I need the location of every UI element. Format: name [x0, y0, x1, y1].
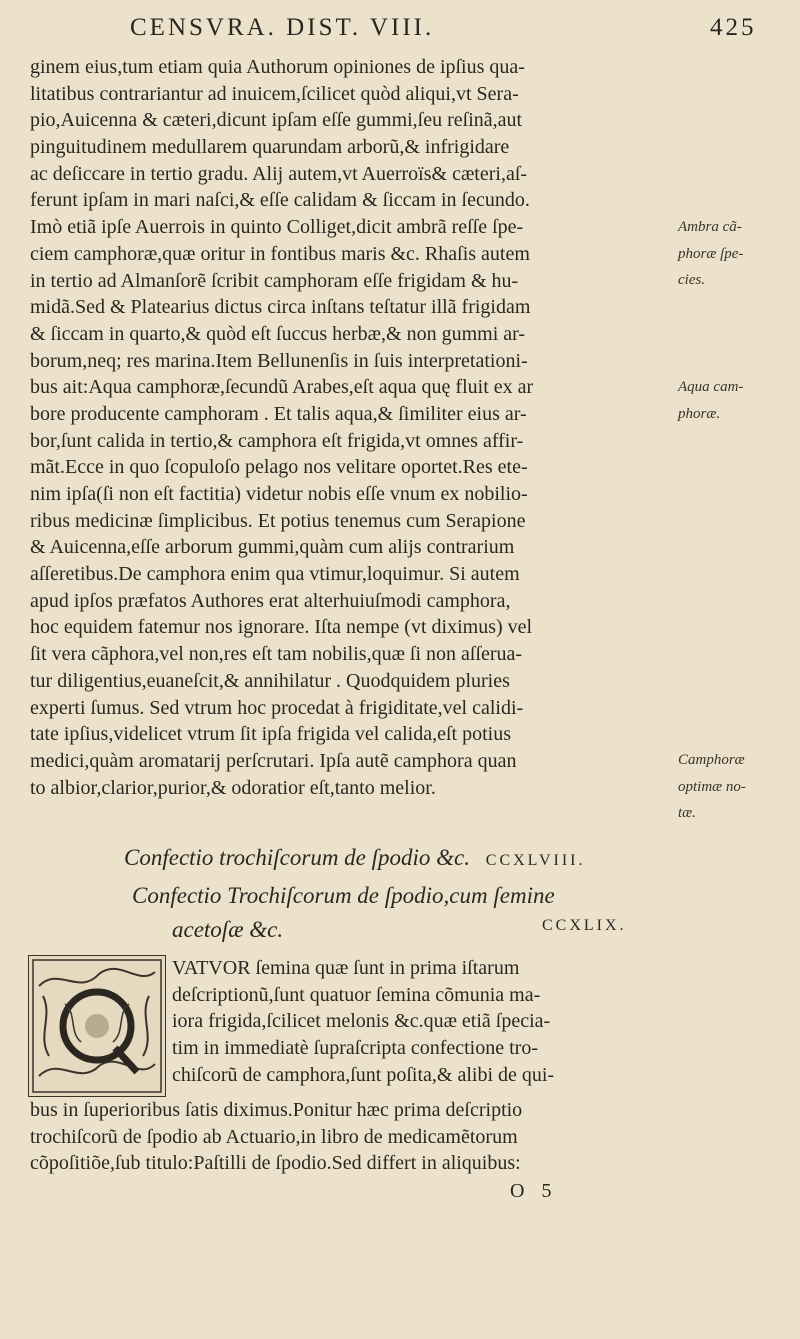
text-line: pinguitudinem medullarem quarundam arborũ,& infrigidare: [30, 136, 510, 159]
text-line: cõpoſitiõe,ſub titulo:Paſtilli de ſpodio.Sed differt in aliquibus:: [30, 1152, 521, 1175]
text-line: medici,quàm aromatarij perſcrutari. Ipſa autẽ camphora quan: [30, 749, 517, 772]
margin-note-line: Aqua cam-: [678, 379, 744, 395]
section-title-249-cont: [172, 917, 732, 943]
text-line: mãt.Ecce in quo ſcopuloſo pelago nos velitare oportet.Res ete-: [30, 456, 528, 479]
text-line: & ſiccam in quarto,& quòd eſt ſuccus herbæ,& non gummi ar-: [30, 322, 526, 345]
text-line: ferunt ipſam in mari naſci,& eſſe calidam & ſiccam in ſecundo.: [30, 189, 530, 212]
text-line: bus ait:Aqua camphoræ,ſecundũ Arabes,eſt aqua quę fluit ex ar: [30, 376, 534, 399]
text-line: hoc equidem fatemur nos ignorare. Iſta nempe (vt diximus) vel: [30, 616, 533, 639]
text-line: bus in ſuperioribus ſatis diximus.Ponitur hæc prima deſcriptio: [30, 1099, 523, 1121]
section-title-249: Confectio Trochiſcorum de ſpodio,cum ſemine: [132, 883, 555, 908]
text-line: apud ipſos præfatos Authores erat alterhuiuſmodi camphora,: [30, 589, 511, 612]
text-line: bor,ſunt calida in tertio,& camphora eſt frigida,vt omnes affir-: [30, 429, 524, 452]
text-line: ciem camphoræ,quæ oritur in fontibus maris &c. Rhaſis autem: [30, 242, 530, 265]
margin-note-line: optimæ no-: [678, 778, 746, 795]
text-line: aſſeretibus.De camphora enim qua vtimur,loquimur. Si autem: [30, 563, 520, 586]
page-header: [130, 14, 780, 44]
margin-note-line: Ambra cã-: [678, 219, 742, 235]
text-line: Imò etiã ipſe Auerrois in quinto Colliget,dicit ambrã reſſe ſpe-: [30, 216, 524, 239]
section-number: CCXLIX.: [542, 917, 627, 934]
text-line: chiſcorũ de camphora,ſunt poſita,& alibi de qui-: [172, 1063, 555, 1086]
text-line: VATVOR ſemina quæ ſunt in prima iſtarum: [172, 957, 520, 979]
text-line: tim in immediatè ſupraſcripta confectione tro-: [172, 1037, 538, 1060]
margin-note-ambra: [678, 214, 796, 294]
text-line: in tertio ad Almanſorẽ ſcribit camphoram eſſe frigidam & hu-: [30, 269, 519, 292]
margin-note-camphorae: [678, 747, 796, 827]
text-line: & Auicenna,eſſe arborum gummi,quàm cum alijs contrarium: [30, 536, 515, 559]
text-line: deſcriptionũ,ſunt quatuor ſemina cõmunia ma-: [172, 983, 541, 1006]
text-line: midã.Sed & Platearius dictus circa inſtans teſtatur illã frigidam: [30, 296, 531, 319]
main-text: [30, 54, 670, 801]
section-text: [172, 955, 672, 1088]
text-line: nim ipſa(ſi non eſt factitia) videtur nobis eſſe vnum ex nobilio-: [30, 483, 528, 505]
section-title-text: Confectio trochiſcorum de ſpodio &c.: [124, 845, 471, 870]
margin-note-line: tæ.: [678, 805, 696, 822]
ornament-icon: [29, 956, 165, 1096]
section-title-text: acetoſæ &c.: [172, 917, 284, 942]
margin-note-line: phoræ ſpe-: [678, 245, 744, 262]
margin-note-aqua: [678, 374, 796, 427]
margin-note-line: Camphoræ: [678, 752, 745, 768]
text-line: trochiſcorũ de ſpodio ab Actuario,in libro de medicamẽtorum: [30, 1125, 518, 1148]
text-line: ſit vera cãphora,vel non,res eſt tam nobilis,quæ ſi non aſſerua-: [30, 643, 523, 666]
text-line: iora frigida,ſcilicet melonis &c.quæ etiã ſpecia-: [172, 1010, 551, 1033]
text-line: litatibus contrariantur ad inuicem,ſcilicet quòd aliqui,vt Sera-: [30, 82, 519, 105]
running-title: CENSVRA. DIST. VIII.: [130, 14, 435, 41]
margin-note-line: cies.: [678, 272, 706, 289]
section-text-continued: [30, 1097, 670, 1177]
text-line: to albior,clarior,purior,& odoratior eſt,tanto melior.: [30, 776, 436, 799]
page-number: 425: [710, 14, 757, 41]
text-line: tur diligentius,euaneſcit,& annihilatur . Quodquidem pluries: [30, 669, 510, 692]
decorated-initial-q: [28, 955, 166, 1097]
text-line: ginem eius,tum etiam quia Authorum opiniones de ipſius qua-: [30, 56, 525, 78]
text-line: pio,Auicenna & cæteri,dicunt ipſam eſſe gummi,ſeu reſinã,aut: [30, 109, 523, 132]
text-line: ac deſiccare in tertio gradu. Alij autem,vt Auerroïs& cæteri,aſ-: [30, 162, 528, 185]
text-line: bore producente camphoram . Et talis aqua,& ſimiliter eius ar-: [30, 402, 527, 425]
text-line: borum,neq; res marina.Item Bellunenſis in ſuis interpretationi-: [30, 349, 528, 372]
margin-note-line: phoræ.: [678, 405, 721, 422]
text-line: tate ipſius,videlicet vtrum ſit ipſa frigida vel calida,eſt potius: [30, 723, 511, 746]
section-number: CCXLVIII.: [485, 852, 586, 869]
text-line: ribus medicinæ ſimplicibus. Et potius tenemus cum Serapione: [30, 509, 526, 532]
signature-mark: O 5: [510, 1180, 558, 1202]
section-title-248: [124, 845, 744, 871]
text-line: experti ſumus. Sed vtrum hoc procedat à frigiditate,vel calidi-: [30, 696, 524, 719]
